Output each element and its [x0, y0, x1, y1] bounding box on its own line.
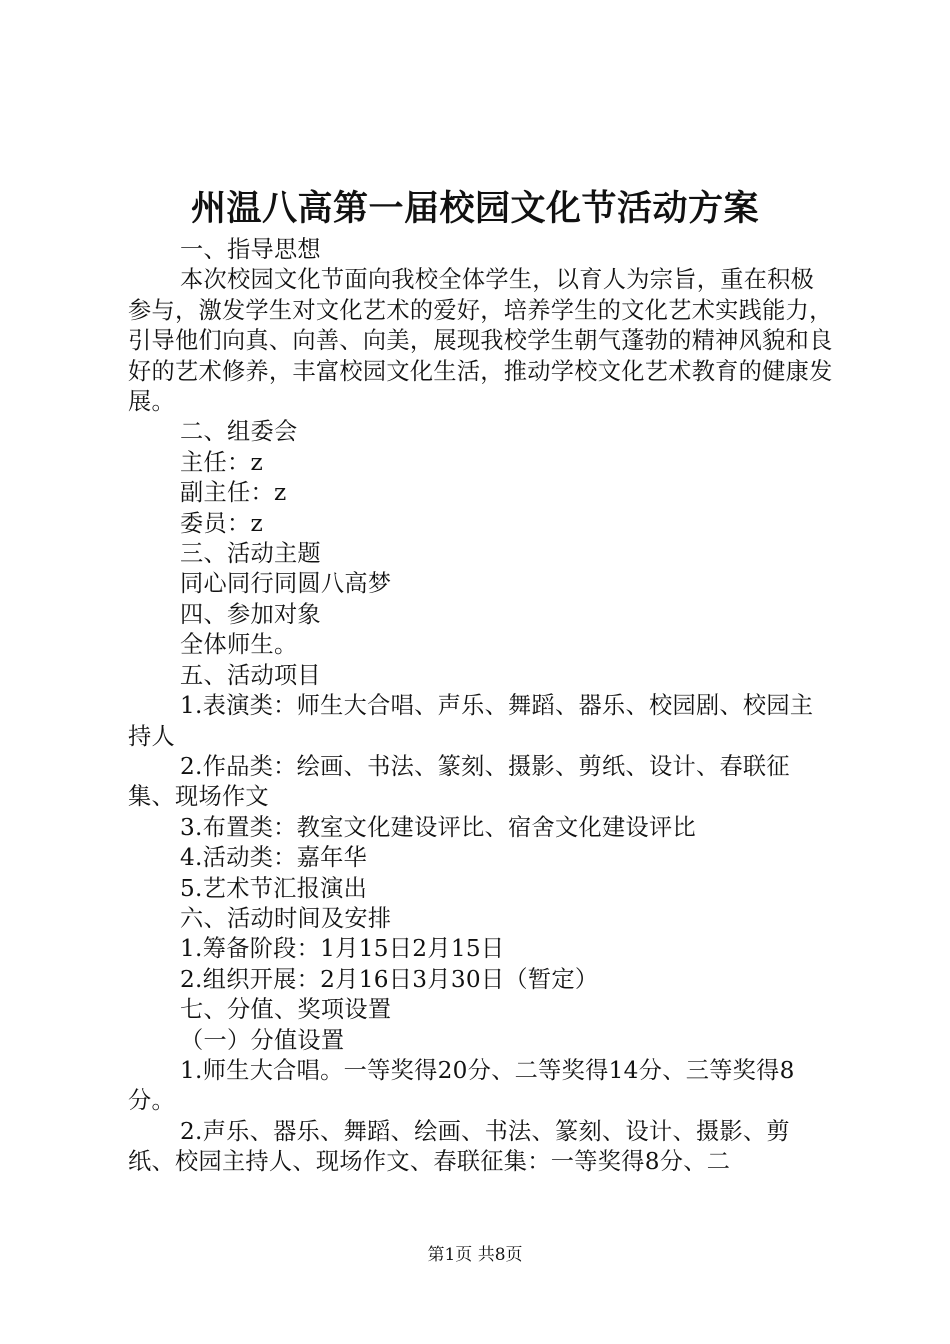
document-title: 州温八高第一届校园文化节活动方案 — [190, 189, 759, 229]
paragraph: 本次校园文化节面向我校全体学生，以育人为宗旨，重在积极参与，激发学生对文化艺术的爱好，培养学生的文化艺术实践能力，引导他们向真、向善、向美，展现我校学生朝气蓬勃的精神风貌和良好的艺术修养，丰富校园文化生活，推动学校文化艺术教育的健康发展。 — [128, 266, 833, 416]
paragraph: 委员：z — [180, 509, 263, 537]
paragraph: 全体师生。 — [180, 631, 298, 659]
section-heading: 二、组委会 — [180, 418, 298, 446]
section-heading: 七、分值、奖项设置 — [180, 996, 392, 1024]
section-heading: 五、活动项目 — [180, 661, 321, 689]
list-item: 5.艺术节汇报演出 — [180, 874, 368, 902]
paragraph: 同心同行同圆八高梦 — [180, 570, 392, 598]
list-item: 1.师生大合唱。一等奖得20分、二等奖得14分、三等奖得8分。 — [128, 1056, 795, 1115]
subsection-heading: （一）分值设置 — [180, 1026, 345, 1054]
section-heading: 一、指导思想 — [180, 236, 321, 263]
document-body — [128, 235, 834, 1178]
section-heading: 三、活动主题 — [180, 540, 321, 568]
list-item: 2.组织开展：2月16日3月30日（暂定） — [180, 965, 599, 993]
list-item: 1.筹备阶段：1月15日2月15日 — [180, 935, 505, 963]
list-item: 1.表演类：师生大合唱、声乐、舞蹈、器乐、校园剧、校园主持人 — [128, 692, 814, 750]
page-footer: 第1页 共8页 — [427, 1245, 523, 1265]
paragraph: 主任：z — [180, 448, 263, 476]
section-heading: 六、活动时间及安排 — [180, 904, 392, 932]
list-item: 4.活动类：嘉年华 — [180, 844, 368, 872]
list-item: 3.布置类：教室文化建设评比、宿舍文化建设评比 — [180, 813, 696, 841]
paragraph: 副主任：z — [180, 479, 287, 507]
list-item: 2.声乐、器乐、舞蹈、绘画、书法、篆刻、设计、摄影、剪纸、校园主持人、现场作文、春联征集：一等奖得8分、二 — [128, 1117, 790, 1176]
section-heading: 四、参加对象 — [180, 600, 321, 628]
list-item: 2.作品类：绘画、书法、篆刻、摄影、剪纸、设计、春联征集、现场作文 — [128, 752, 790, 811]
